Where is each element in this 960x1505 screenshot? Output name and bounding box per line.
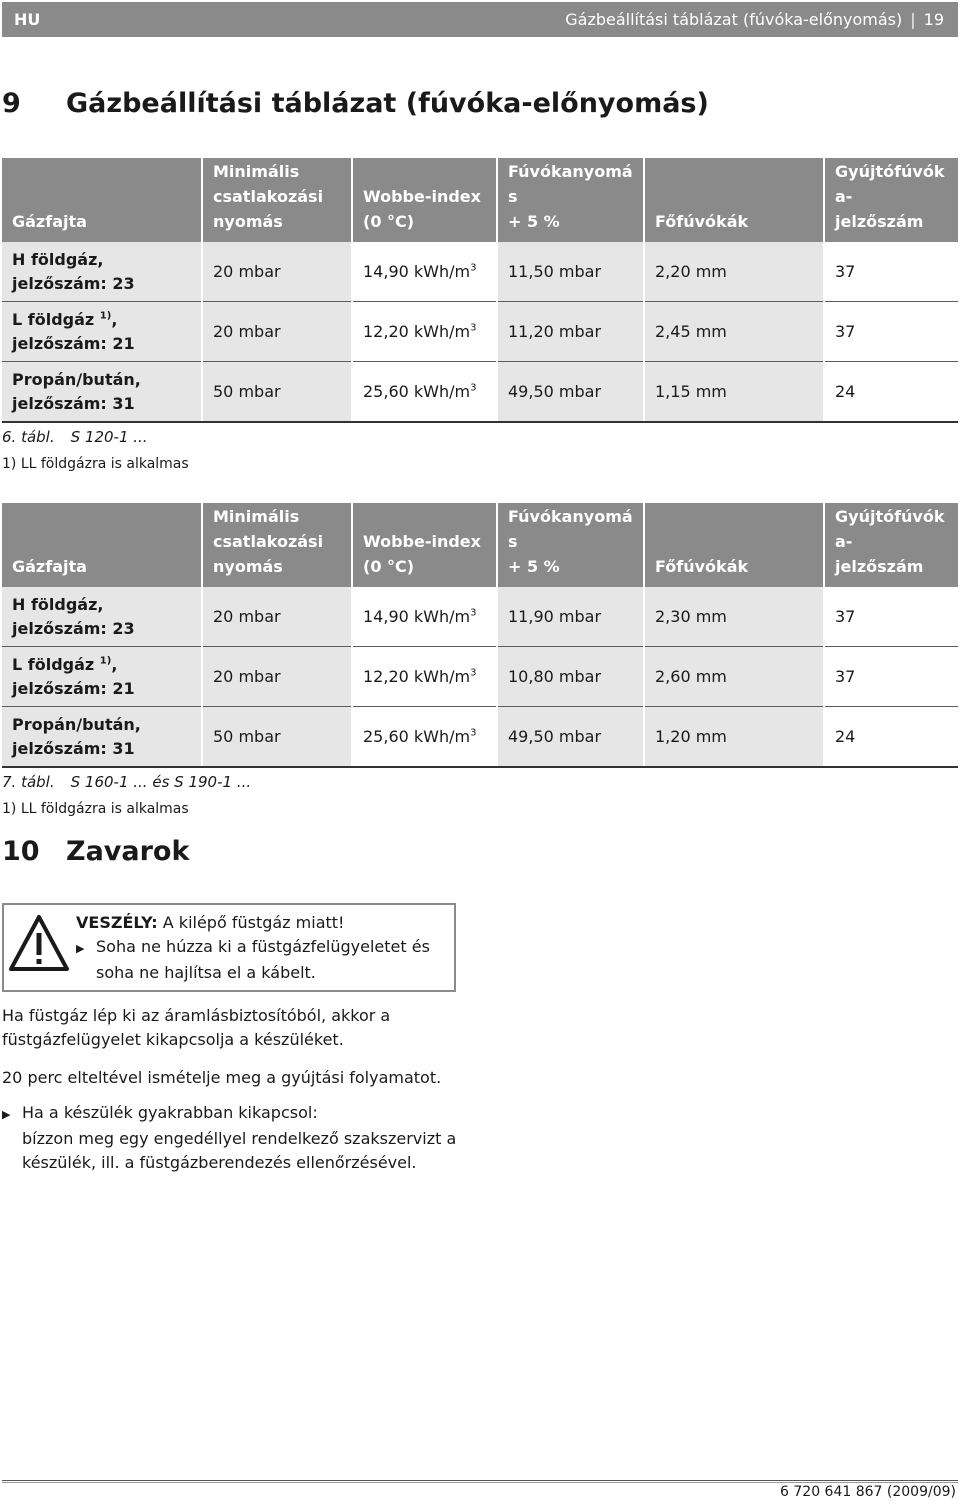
footer-rule (2, 1480, 958, 1481)
table-header-row (2, 158, 958, 242)
cell-nozzle-pressure: 49,50 mbar (497, 362, 644, 423)
cell-nozzle-pressure: 11,20 mbar (497, 302, 644, 362)
cell-gas-type: L földgáz $^{1)}$, jelzőszám: 21 (2, 302, 202, 362)
col-header-main-nozzles: Főfúvókák (644, 158, 824, 242)
running-header (2, 2, 958, 37)
col-header-min-pressure: Minimális csatlakozási nyomás (202, 503, 352, 587)
paragraph-line: Ha füstgáz lép ki az áramlásbiztosítóból, akkor a (2, 1006, 391, 1025)
paragraph-repeat: 20 perc elteltével ismételje meg a gyújtási folyamatot. (2, 1068, 442, 1087)
cell-nozzle-pressure: 11,50 mbar (497, 242, 644, 302)
section-9-heading (2, 88, 709, 119)
warning-instruction (76, 935, 430, 961)
cell-wobbe (352, 707, 497, 768)
caption-model: S 160-1 ... és S 190-1 ... (70, 773, 252, 791)
wobbe-exponent: 3 (470, 727, 477, 739)
header-title-text: Gázbeállítási táblázat (fúvóka-előnyomás) (565, 10, 903, 29)
section-number: 9 (2, 88, 21, 119)
section-10-heading (2, 836, 189, 867)
wobbe-value: 14,90 kWh/m (363, 261, 471, 281)
gas-name: Propán/bután, (12, 714, 141, 734)
gas-code: jelzőszám: 21 (12, 333, 135, 353)
cell-nozzle-pressure: 11,90 mbar (497, 587, 644, 647)
col-header-main-nozzles: Főfúvókák (644, 503, 824, 587)
triangle-right-icon: ▶ (76, 942, 85, 955)
table-row (2, 302, 958, 362)
table-7-caption (2, 773, 251, 791)
cell-ignition-nozzle: 37 (824, 647, 958, 707)
instruction-line: készülék, ill. a füstgázberendezés ellenőrzésével. (22, 1153, 417, 1172)
col-header-ignition-nozzle: Gyújtófúvók a- jelzőszám (824, 503, 958, 587)
gas-table-7 (2, 503, 958, 768)
paragraph-flue-gas (2, 1004, 390, 1052)
cell-nozzle-pressure: 49,50 mbar (497, 707, 644, 768)
wobbe-exponent: 3 (470, 322, 477, 334)
cell-gas-type (2, 362, 202, 423)
footnote-marker: 1) (99, 310, 112, 322)
wobbe-value: 14,90 kWh/m (363, 606, 471, 626)
footer-rule-thin (2, 1482, 958, 1483)
col-header-nozzle-pressure: Fúvókanyomá s + 5 % (497, 503, 644, 587)
col-header-wobbe: Wobbe-index (0 °C) (352, 503, 497, 587)
gas-name: L földgáz (12, 309, 95, 329)
cell-wobbe (352, 647, 497, 707)
wobbe-exponent: 3 (470, 607, 477, 619)
wobbe-exponent: 3 (470, 262, 477, 274)
gas-code: jelzőszám: 23 (12, 273, 135, 293)
instruction-line: Ha a készülék gyakrabban kikapcsol: (22, 1103, 318, 1122)
warning-headline (76, 911, 430, 935)
wobbe-value: 12,20 kWh/m (363, 666, 471, 686)
instruction-item (2, 1101, 456, 1175)
instruction-line: bízzon meg egy engedéllyel rendelkező szakszervizt a (22, 1129, 457, 1148)
instruction-line: Soha ne húzza ki a füstgázfelügyeletet és (96, 937, 430, 956)
cell-min-pressure: 20 mbar (202, 242, 352, 302)
col-header-nozzle-pressure: Fúvókanyomá s + 5 % (497, 158, 644, 242)
caption-label: 7. tábl. (2, 773, 55, 791)
col-header-wobbe: Wobbe-index (0 °C) (352, 158, 497, 242)
col-header-min-pressure: Minimális csatlakozási nyomás (202, 158, 352, 242)
table-row (2, 362, 958, 423)
gas-code: jelzőszám: 31 (12, 393, 135, 413)
gas-code: jelzőszám: 21 (12, 678, 135, 698)
cell-ignition-nozzle: 24 (824, 707, 958, 768)
cell-main-nozzle: 1,20 mm (644, 707, 824, 768)
warning-message: A kilépő füstgáz miatt! (162, 913, 345, 932)
caption-label: 6. tábl. (2, 428, 55, 446)
warning-text (76, 911, 430, 985)
warning-instruction-cont: soha ne hajlítsa el a kábelt. (96, 963, 316, 982)
warning-label: VESZÉLY: (76, 913, 158, 932)
table-7-footnote: 1) LL földgázra is alkalmas (2, 801, 189, 817)
cell-wobbe (352, 362, 497, 423)
cell-ignition-nozzle: 24 (824, 362, 958, 423)
cell-min-pressure: 20 mbar (202, 302, 352, 362)
cell-min-pressure: 20 mbar (202, 587, 352, 647)
cell-main-nozzle: 2,30 mm (644, 587, 824, 647)
cell-wobbe (352, 242, 497, 302)
section-number: 10 (2, 836, 40, 867)
table-6-caption (2, 428, 148, 446)
cell-wobbe (352, 587, 497, 647)
table-6-footnote: 1) LL földgázra is alkalmas (2, 456, 189, 472)
wobbe-value: 12,20 kWh/m (363, 321, 471, 341)
cell-main-nozzle: 2,20 mm (644, 242, 824, 302)
footnote-marker: 1) (99, 655, 112, 667)
gas-code: jelzőszám: 23 (12, 618, 135, 638)
section-title: Zavarok (66, 836, 190, 867)
col-header-gas-type: Gázfajta (2, 158, 202, 242)
wobbe-exponent: 3 (470, 667, 477, 679)
paragraph-line: füstgázfelügyelet kikapcsolja a készüléket. (2, 1030, 344, 1049)
table-row (2, 707, 958, 768)
document-number: 6 720 641 867 (2009/09) (780, 1484, 956, 1500)
cell-main-nozzle: 1,15 mm (644, 362, 824, 423)
gas-name: H földgáz, (12, 249, 104, 269)
header-title (565, 10, 944, 29)
wobbe-exponent: 3 (470, 382, 477, 394)
gas-code: jelzőszám: 31 (12, 738, 135, 758)
gas-table-6 (2, 158, 958, 423)
gas-name: L földgáz (12, 654, 95, 674)
caption-model: S 120-1 ... (70, 428, 148, 446)
warning-triangle-icon (8, 913, 70, 979)
col-header-ignition-nozzle: Gyújtófúvók a- jelzőszám (824, 158, 958, 242)
cell-ignition-nozzle: 37 (824, 242, 958, 302)
cell-min-pressure: 20 mbar (202, 647, 352, 707)
danger-warning-box (2, 903, 456, 992)
wobbe-value: 25,60 kWh/m (363, 381, 471, 401)
col-header-gas-type: Gázfajta (2, 503, 202, 587)
cell-main-nozzle: 2,60 mm (644, 647, 824, 707)
page-number: 19 (923, 10, 944, 29)
cell-ignition-nozzle: 37 (824, 587, 958, 647)
triangle-right-icon: ▶ (2, 1108, 11, 1121)
table-row (2, 587, 958, 647)
gas-name: H földgáz, (12, 594, 104, 614)
cell-ignition-nozzle: 37 (824, 302, 958, 362)
header-separator: | (910, 10, 916, 29)
table-header-row (2, 503, 958, 587)
table-row (2, 647, 958, 707)
instruction-first-line (2, 1101, 456, 1127)
cell-min-pressure: 50 mbar (202, 362, 352, 423)
cell-min-pressure: 50 mbar (202, 707, 352, 768)
language-code: HU (14, 10, 41, 29)
cell-gas-type (2, 242, 202, 302)
cell-nozzle-pressure: 10,80 mbar (497, 647, 644, 707)
section-title: Gázbeállítási táblázat (fúvóka-előnyomás) (66, 88, 709, 119)
table-row (2, 242, 958, 302)
gas-name: Propán/bután, (12, 369, 141, 389)
wobbe-value: 25,60 kWh/m (363, 726, 471, 746)
cell-gas-type (2, 707, 202, 768)
cell-gas-type: L földgáz $^{1)}$, jelzőszám: 21 (2, 647, 202, 707)
cell-main-nozzle: 2,45 mm (644, 302, 824, 362)
cell-gas-type (2, 587, 202, 647)
cell-wobbe (352, 302, 497, 362)
